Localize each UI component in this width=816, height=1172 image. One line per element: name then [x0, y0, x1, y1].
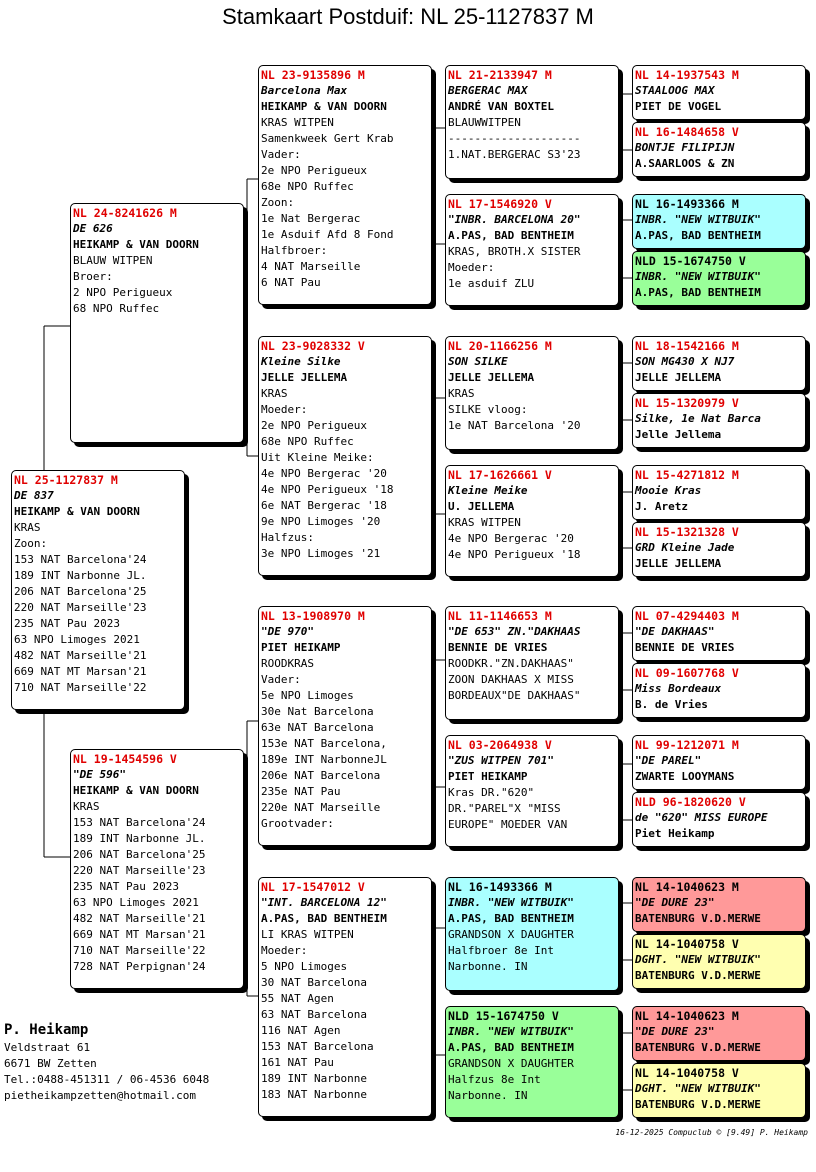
card-line: ZOON DAKHAAS X MISS	[448, 673, 574, 686]
card-line: BORDEAUX"DE DAKHAAS"	[448, 689, 581, 702]
card-line: Moeder:	[448, 261, 495, 274]
card-line: 2e NPO Perigueux	[261, 419, 367, 432]
pigeon-card-gen5-4[interactable]	[632, 251, 806, 306]
pigeon-name: de "620" MISS EUROPE	[635, 811, 768, 824]
card-line: 2 NPO Perigueux	[73, 286, 173, 299]
card-line: 55 NAT Agen	[261, 992, 334, 1005]
ring-number: NL 03-2064938 V	[448, 738, 552, 752]
card-line: EUROPE" MOEDER VAN	[448, 818, 568, 831]
card-line: A.PAS, BAD BENTHEIM	[635, 229, 761, 242]
pigeon-card-fmm[interactable]	[445, 465, 619, 577]
card-line: Kras DR."620"	[448, 786, 535, 799]
ring-number: NL 18-1542166 M	[635, 339, 739, 353]
pigeon-name: DE 837	[14, 489, 54, 502]
card-line: 4e NPO Bergerac '20	[261, 467, 387, 480]
card-line: 482 NAT Marseille'21	[73, 912, 206, 925]
card-line: KRAS	[73, 800, 100, 813]
card-line: KRAS	[261, 387, 288, 400]
card-line: 235e NAT Pau	[261, 785, 341, 798]
owner-info	[4, 1020, 209, 1104]
ring-number: NL 17-1547012 V	[261, 880, 365, 894]
card-line: 161 NAT Pau	[261, 1056, 334, 1069]
ring-number: NL 19-1454596 V	[73, 752, 177, 766]
pigeon-card-fmf[interactable]	[445, 336, 619, 450]
card-line: BLAUW WITPEN	[73, 254, 153, 267]
card-line: A.PAS, BAD BENTHEIM	[261, 912, 387, 925]
ring-number: NL 14-1937543 M	[635, 68, 739, 82]
pigeon-name: "INT. BARCELONA 12"	[261, 896, 387, 909]
card-line: Samenkweek Gert Krab	[261, 132, 394, 145]
card-line: 63 NAT Barcelona	[261, 1008, 367, 1021]
owner-address-line: Veldstraat 61	[4, 1041, 91, 1054]
pigeon-name: "DE 970"	[261, 625, 314, 638]
card-line: 4e NPO Bergerac '20	[448, 532, 574, 545]
card-line: 1e Asduif Afd 8 Fond	[261, 228, 394, 241]
pigeon-card-gen5-12[interactable]	[632, 792, 806, 847]
card-line: --------------------	[448, 132, 581, 145]
card-line: 4 NAT Marseille	[261, 260, 361, 273]
pigeon-name: SON SILKE	[448, 355, 508, 368]
pigeon-card-gen5-2[interactable]	[632, 122, 806, 177]
card-line: KRAS	[448, 387, 475, 400]
card-line: BATENBURG V.D.MERWE	[635, 1098, 761, 1111]
card-line: BATENBURG V.D.MERWE	[635, 969, 761, 982]
card-line: 68e NPO Ruffec	[261, 435, 354, 448]
pigeon-name: SON MG430 X NJ7	[635, 355, 735, 368]
card-line: 3e NPO Limoges '21	[261, 547, 381, 560]
card-line: BLAUWWITPEN	[448, 116, 521, 129]
card-line: KRAS WITPEN	[448, 516, 521, 529]
card-line: 2e NPO Perigueux	[261, 164, 367, 177]
card-line: JELLE JELLEMA	[635, 557, 722, 570]
pigeon-card-father[interactable]	[70, 203, 244, 443]
card-line: Halfbroer 8e Int	[448, 944, 554, 957]
card-line: Zoon:	[14, 537, 48, 550]
pigeon-name: "DE DURE 23"	[635, 1025, 715, 1038]
card-line: 710 NAT Marseille'22	[14, 681, 147, 694]
pigeon-name: Kleine Silke	[261, 355, 341, 368]
card-line: J. Aretz	[635, 500, 688, 513]
card-line: DR."PAREL"X "MISS	[448, 802, 561, 815]
card-line: HEIKAMP & VAN DOORN	[14, 505, 140, 518]
card-line: ROODKR."ZN.DAKHAAS"	[448, 657, 574, 670]
card-line: 220e NAT Marseille	[261, 801, 381, 814]
page-title: Stamkaart Postduif: NL 25-1127837 M	[222, 4, 594, 29]
card-line: A.SAARLOOS & ZN	[635, 157, 735, 170]
pigeon-name: Kleine Meike	[448, 484, 528, 497]
card-line: 4e NPO Perigueux '18	[261, 483, 394, 496]
card-line: Moeder:	[261, 944, 308, 957]
card-line: A.PAS, BAD BENTHEIM	[635, 286, 761, 299]
pigeon-card-fff[interactable]	[445, 65, 619, 179]
card-line: Broer:	[73, 270, 113, 283]
pigeon-name: "ZUS WITPEN 701"	[448, 754, 554, 767]
card-line: 669 NAT MT Marsan'21	[14, 665, 147, 678]
pigeon-card-mff[interactable]	[445, 606, 619, 720]
card-line: PIET HEIKAMP	[448, 770, 528, 783]
card-line: 153 NAT Barcelona'24	[14, 553, 147, 566]
card-line: 30e Nat Barcelona	[261, 705, 374, 718]
card-line: GRANDSON X DAUGHTER	[448, 1057, 574, 1070]
card-line: 728 NAT Perpignan'24	[73, 960, 206, 973]
pigeon-card-gen5-11[interactable]	[632, 735, 806, 790]
pigeon-card-gen5-3[interactable]	[632, 194, 806, 249]
owner-phone: Tel.:0488-451311 / 06-4536 6048	[4, 1073, 210, 1086]
ring-number: NL 13-1908970 M	[261, 609, 365, 623]
card-line: JELLE JELLEMA	[448, 371, 535, 384]
pigeon-card-ffm[interactable]	[445, 194, 619, 306]
pigeon-name: INBR. "NEW WITBUIK"	[635, 270, 761, 283]
ring-number: NL 14-1040758 V	[635, 937, 739, 951]
pigeon-name: INBR. "NEW WITBUIK"	[448, 1025, 574, 1038]
pigeon-card-father-father[interactable]	[258, 65, 432, 305]
pigeon-name: INBR. "NEW WITBUIK"	[448, 896, 574, 909]
card-line: SILKE vloog:	[448, 403, 528, 416]
card-line: KRAS WITPEN	[261, 116, 334, 129]
card-line: HEIKAMP & VAN DOORN	[73, 238, 199, 251]
pigeon-card-mmm[interactable]	[445, 1006, 619, 1118]
ring-number: NL 15-1321328 V	[635, 525, 739, 539]
card-line: PIET HEIKAMP	[261, 641, 341, 654]
card-line: Narbonne. IN	[448, 1089, 528, 1102]
owner-email[interactable]: pietheikampzetten@hotmail.com	[4, 1089, 197, 1102]
card-line: Narbonne. IN	[448, 960, 528, 973]
card-line: GRANDSON X DAUGHTER	[448, 928, 574, 941]
card-line: 153 NAT Barcelona	[261, 1040, 374, 1053]
card-line: PIET DE VOGEL	[635, 100, 722, 113]
card-line: 189e INT NarbonneJL	[261, 753, 387, 766]
footer-credit: 16-12-2025 Compuclub © [9.49] P. Heikamp	[615, 1128, 808, 1137]
ring-number: NL 11-1146653 M	[448, 609, 552, 623]
ring-number: NL 17-1546920 V	[448, 197, 552, 211]
pigeon-name: INBR. "NEW WITBUIK"	[635, 213, 761, 226]
ring-number: NL 07-4294403 M	[635, 609, 739, 623]
ring-number: NL 24-8241626 M	[73, 206, 177, 220]
pigeon-card-gen5-6[interactable]	[632, 393, 806, 448]
card-line: ANDRÉ VAN BOXTEL	[448, 100, 554, 113]
card-line: LI KRAS WITPEN	[261, 928, 354, 941]
card-line: 63 NPO Limoges 2021	[73, 896, 199, 909]
pigeon-card-gen5-10[interactable]	[632, 663, 806, 718]
ring-number: NL 15-1320979 V	[635, 396, 739, 410]
card-line: 6 NAT Pau	[261, 276, 321, 289]
ring-number: NL 99-1212071 M	[635, 738, 739, 752]
card-line: Halfbroer:	[261, 244, 328, 257]
card-line: 63 NPO Limoges 2021	[14, 633, 140, 646]
card-line: A.PAS, BAD BENTHEIM	[448, 229, 574, 242]
card-line: 482 NAT Marseille'21	[14, 649, 147, 662]
card-line: HEIKAMP & VAN DOORN	[261, 100, 387, 113]
card-line: Halfzus:	[261, 531, 314, 544]
ring-number: NLD 15-1674750 V	[635, 254, 746, 268]
card-line: A.PAS, BAD BENTHEIM	[448, 912, 574, 925]
pigeon-name: BERGERAC MAX	[448, 84, 528, 97]
card-line: JELLE JELLEMA	[261, 371, 348, 384]
ring-number: NL 23-9028332 V	[261, 339, 365, 353]
pigeon-card-gen5-14[interactable]	[632, 934, 806, 989]
card-line: 6e NAT Bergerac '18	[261, 499, 387, 512]
card-line: Vader:	[261, 148, 301, 161]
card-line: Jelle Jellema	[635, 428, 722, 441]
card-line: 68e NPO Ruffec	[261, 180, 354, 193]
card-line: 5 NPO Limoges	[261, 960, 348, 973]
card-line: Grootvader:	[261, 817, 334, 830]
pigeon-name: DGHT. "NEW WITBUIK"	[635, 953, 761, 966]
ring-number: NL 16-1484658 V	[635, 125, 739, 139]
ring-number: NLD 15-1674750 V	[448, 1009, 559, 1023]
card-line: 153e NAT Barcelona,	[261, 737, 387, 750]
card-line: BATENBURG V.D.MERWE	[635, 912, 761, 925]
card-line: BATENBURG V.D.MERWE	[635, 1041, 761, 1054]
card-line: ROODKRAS	[261, 657, 314, 670]
pigeon-name: "DE DURE 23"	[635, 896, 715, 909]
card-line: Moeder:	[261, 403, 308, 416]
card-line: Halfzus 8e Int	[448, 1073, 541, 1086]
card-line: 1e asduif ZLU	[448, 277, 535, 290]
card-line: 1e Nat Bergerac	[261, 212, 361, 225]
card-line: 206 NAT Barcelona'25	[14, 585, 147, 598]
pigeon-card-mother-father[interactable]	[258, 606, 432, 846]
ring-number: NL 14-1040623 M	[635, 880, 739, 894]
owner-address-line: 6671 BW Zetten	[4, 1057, 97, 1070]
ring-number: NL 21-2133947 M	[448, 68, 552, 82]
pigeon-name: GRD Kleine Jade	[635, 541, 735, 554]
card-line: 189 INT Narbonne	[261, 1072, 367, 1085]
card-line: 183 NAT Narbonne	[261, 1088, 367, 1101]
pigeon-card-gen5-1[interactable]	[632, 65, 806, 120]
pigeon-name: STAALOOG MAX	[635, 84, 715, 97]
pigeon-card-gen5-5[interactable]	[632, 336, 806, 391]
ring-number: NL 23-9135896 M	[261, 68, 365, 82]
card-line: 235 NAT Pau 2023	[73, 880, 179, 893]
pigeon-card-gen5-15[interactable]	[632, 1006, 806, 1061]
owner-name: P. Heikamp	[4, 1022, 89, 1038]
pigeon-name: "DE DAKHAAS"	[635, 625, 715, 638]
ring-number: NL 14-1040623 M	[635, 1009, 739, 1023]
card-line: 1e NAT Barcelona '20	[448, 419, 581, 432]
pigeon-card-mmf[interactable]	[445, 877, 619, 991]
card-line: 189 INT Narbonne JL.	[14, 569, 147, 582]
pigeon-name: "DE 653" ZN."DAKHAAS	[448, 625, 581, 638]
ring-number: NL 15-4271812 M	[635, 468, 739, 482]
pigeon-card-gen5-16[interactable]	[632, 1063, 806, 1118]
card-line: 30 NAT Barcelona	[261, 976, 367, 989]
pigeon-card-gen5-13[interactable]	[632, 877, 806, 932]
pigeon-card-mother-mother[interactable]	[258, 877, 432, 1117]
card-line: BENNIE DE VRIES	[448, 641, 548, 654]
card-line: 68 NPO Ruffec	[73, 302, 160, 315]
ring-number: NL 25-1127837 M	[14, 473, 118, 487]
card-line: B. de Vries	[635, 698, 708, 711]
card-line: 1.NAT.BERGERAC S3'23	[448, 148, 581, 161]
card-line: 206e NAT Barcelona	[261, 769, 381, 782]
ring-number: NL 14-1040758 V	[635, 1066, 739, 1080]
pigeon-card-mother[interactable]	[70, 749, 244, 989]
pigeon-card-gen5-8[interactable]	[632, 522, 806, 577]
card-line: 5e NPO Limoges	[261, 689, 354, 702]
card-line: Uit Kleine Meike:	[261, 451, 374, 464]
pigeon-name: "DE 596"	[73, 768, 126, 781]
ring-number: NL 09-1607768 V	[635, 666, 739, 680]
card-line: 220 NAT Marseille'23	[73, 864, 206, 877]
ring-number: NL 17-1626661 V	[448, 468, 552, 482]
card-line: Vader:	[261, 673, 301, 686]
pigeon-name: Mooie Kras	[635, 484, 702, 497]
pigeon-card-gen5-7[interactable]	[632, 465, 806, 520]
ring-number: NL 16-1493366 M	[635, 197, 739, 211]
card-line: HEIKAMP & VAN DOORN	[73, 784, 199, 797]
pigeon-name: "INBR. BARCELONA 20"	[448, 213, 581, 226]
pigeon-name: Silke, 1e Nat Barca	[635, 412, 761, 425]
pigeon-card-gen5-9[interactable]	[632, 606, 806, 661]
card-line: 189 INT Narbonne JL.	[73, 832, 206, 845]
pigeon-card-subject[interactable]	[11, 470, 185, 710]
card-line: 220 NAT Marseille'23	[14, 601, 147, 614]
card-line: JELLE JELLEMA	[635, 371, 722, 384]
ring-number: NLD 96-1820620 V	[635, 795, 746, 809]
card-line: U. JELLEMA	[448, 500, 515, 513]
card-line: ZWARTE LOOYMANS	[635, 770, 735, 783]
card-line: 206 NAT Barcelona'25	[73, 848, 206, 861]
card-line: 153 NAT Barcelona'24	[73, 816, 206, 829]
card-line: KRAS	[14, 521, 41, 534]
card-line: 669 NAT MT Marsan'21	[73, 928, 206, 941]
pigeon-name: BONTJE FILIPIJN	[635, 141, 735, 154]
card-line: 116 NAT Agen	[261, 1024, 341, 1037]
card-line: 9e NPO Limoges '20	[261, 515, 381, 528]
pigeon-name: "DE PAREL"	[635, 754, 702, 767]
ring-number: NL 16-1493366 M	[448, 880, 552, 894]
card-line: 235 NAT Pau 2023	[14, 617, 120, 630]
pigeon-card-mfm[interactable]	[445, 735, 619, 847]
ring-number: NL 20-1166256 M	[448, 339, 552, 353]
card-line: Piet Heikamp	[635, 827, 715, 840]
card-line: A.PAS, BAD BENTHEIM	[448, 1041, 574, 1054]
pigeon-card-father-mother[interactable]	[258, 336, 432, 576]
pigeon-name: Barcelona Max	[261, 84, 348, 97]
card-line: KRAS, BROTH.X SISTER	[448, 245, 581, 258]
pigeon-name: Miss Bordeaux	[635, 682, 722, 695]
card-line: BENNIE DE VRIES	[635, 641, 735, 654]
pigeon-name: DGHT. "NEW WITBUIK"	[635, 1082, 761, 1095]
pigeon-name: DE 626	[73, 222, 113, 235]
card-line: 4e NPO Perigueux '18	[448, 548, 581, 561]
card-line: Zoon:	[261, 196, 295, 209]
card-line: 63e NAT Barcelona	[261, 721, 374, 734]
card-line: 710 NAT Marseille'22	[73, 944, 206, 957]
